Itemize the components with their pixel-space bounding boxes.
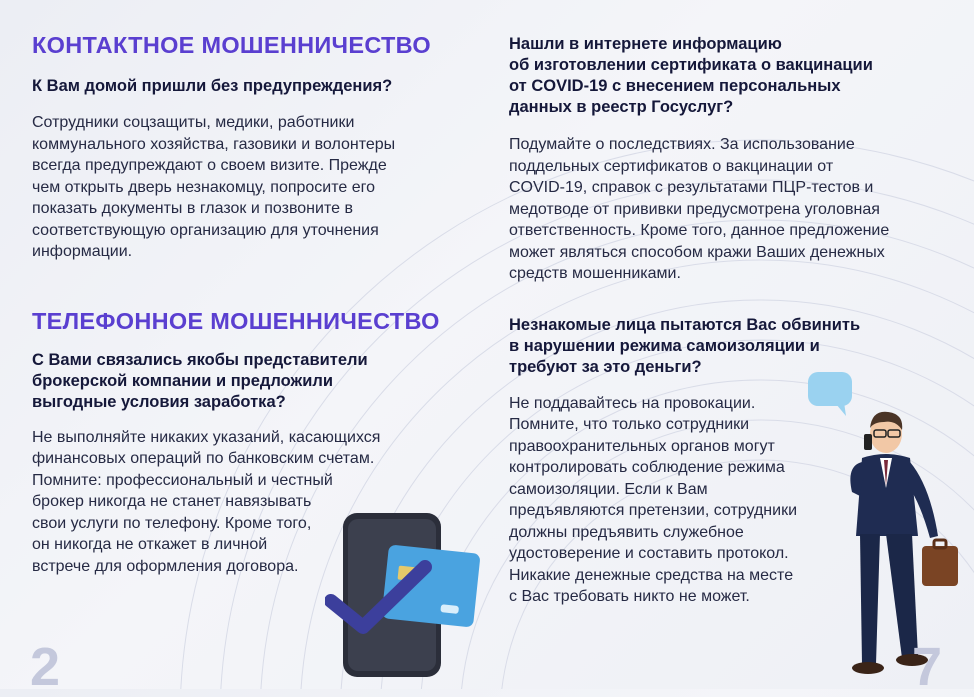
- self-isolation-text: Не поддавайтесь на провокации. Помните, что только сотрудники правоохранительных органов могут контролировать соблюдение режима самоизоляции. Если к Вам предъявляются претензии, сотрудники должны предъявить служебное удостоверение и составить протокол. Никакие денежные средства на месте с Вас требовать никто не может.: [509, 394, 797, 605]
- phone-fraud-heading: ТЕЛЕФОННОЕ МОШЕННИЧЕСТВО: [32, 307, 440, 334]
- page-number-right: 7: [912, 637, 943, 697]
- businessman-on-phone-illustration: [826, 406, 966, 684]
- vaccination-certificate-question: Нашли в интернете информацию об изготовлении сертификата о вакцинации от COVID-19 с внесением персональных данных в реестр Госуслуг?: [509, 35, 873, 116]
- phone-card-illustration: [325, 505, 485, 685]
- contact-fraud-heading: КОНТАКТНОЕ МОШЕННИЧЕСТВО: [32, 32, 431, 58]
- contact-fraud-question: К Вам домой пришли без предупреждения?: [32, 77, 393, 95]
- page-number-left: 2: [30, 637, 61, 697]
- phone-fraud-text: Не выполняйте никаких указаний, касающихся финансовых операций по банковским счетам. Помните: профессиональный и честный брокер никогда не станет навязывать свои услуги по телефону. Кроме того, он никогда не откажет в личной встрече для оформления договора.: [32, 428, 381, 575]
- phone-fraud-question: С Вами связались якобы представители брокерской компании и предложили выгодные условия заработка?: [32, 350, 368, 411]
- self-isolation-question: Незнакомые лица пытаются Вас обвинить в нарушении режима самоизоляции и требуют за это деньги?: [509, 315, 861, 376]
- vaccination-certificate-text: Подумайте о последствиях. За использование поддельных сертификатов о вакцинации от COVID-19, справок с результатами ПЦР-тестов и медотводе от прививки предусмотрена уголовная ответственность. Кроме того, данное предложение может являться способом кражи Ваших денежных средств мошенниками.: [509, 136, 890, 282]
- left-column: [32, 30, 452, 577]
- contact-fraud-text: Сотрудники соцзащиты, медики, работники коммунального хозяйства, газовики и волонтеры всегда предупреждают о своем визите. Прежде чем открыть дверь незнакомцу, попросите его показать документы в глазок и позвоните в соответствующую организацию для уточнения информации.: [32, 114, 396, 260]
